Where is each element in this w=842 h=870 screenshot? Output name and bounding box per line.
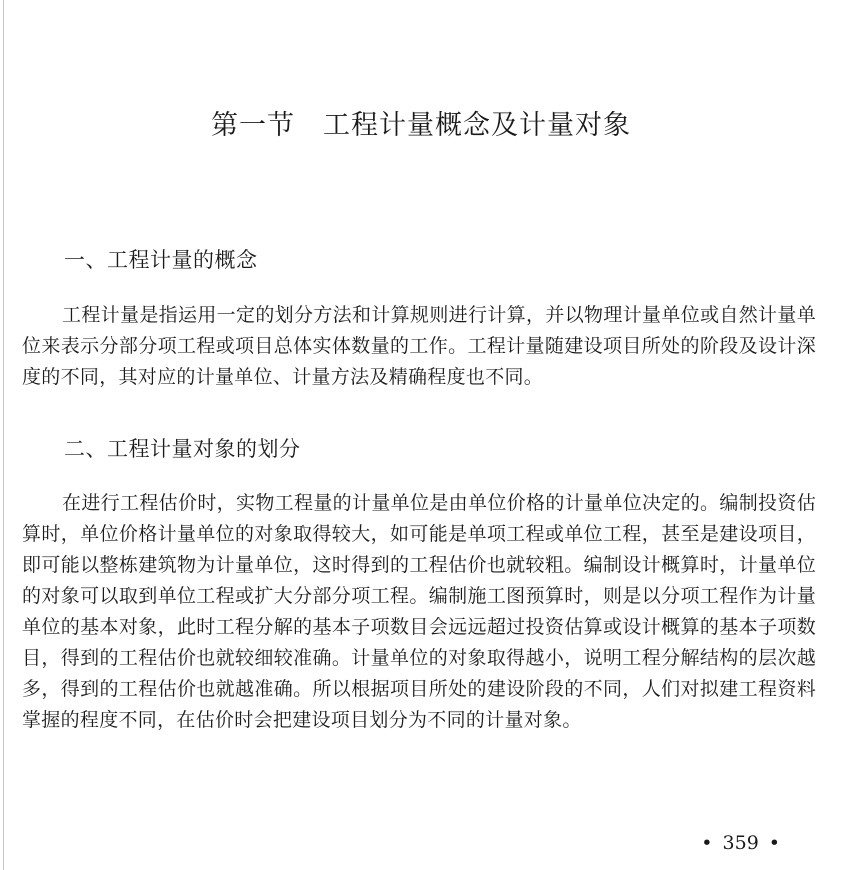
footer-bullet-right: •: [768, 832, 780, 854]
heading-concept: 一、工程计量的概念: [64, 248, 258, 272]
section-title-text: 工程计量概念及计量对象: [323, 110, 631, 141]
section-number: 第一节: [211, 110, 295, 141]
section-title: [0, 108, 842, 144]
page-number-footer: [691, 830, 790, 856]
paragraph-concept: 工程计量是指运用一定的划分方法和计算规则进行计算，并以物理计量单位或自然计量单位来表示分部分项工程或项目总体实体数量的工作。工程计量随建设项目所处的阶段及设计深度的不同，其对应的计量单位、计量方法及精确程度也不同。: [22, 304, 816, 388]
footer-bullet-left: •: [701, 832, 713, 854]
paragraph-division: 在进行工程估价时，实物工程量的计量单位是由单位价格的计量单位决定的。编制投资估算时，单位价格计量单位的对象取得较大，如可能是单项工程或单位工程，甚至是建设项目，即可能以整栋建筑物为计量单位，这时得到的工程估价也就较粗。编制设计概算时，计量单位的对象可以取到单位工程或扩大分部分项工程。编制施工图预算时，则是以分项工程作为计量单位的基本对象，此时工程分解的基本子项数目会远远超过投资估算或设计概算的基本子项数目，得到的工程估价也就较细较准确。计量单位的对象取得越小，说明工程分解结构的层次越多，得到的工程估价也就越准确。所以根据项目所处的建设阶段的不同，人们对拟建工程资料掌握的程度不同，在估价时会把建设项目划分为不同的计量对象。: [22, 492, 816, 731]
page-number: 359: [722, 832, 759, 854]
heading-division: 二、工程计量对象的划分: [64, 437, 301, 461]
